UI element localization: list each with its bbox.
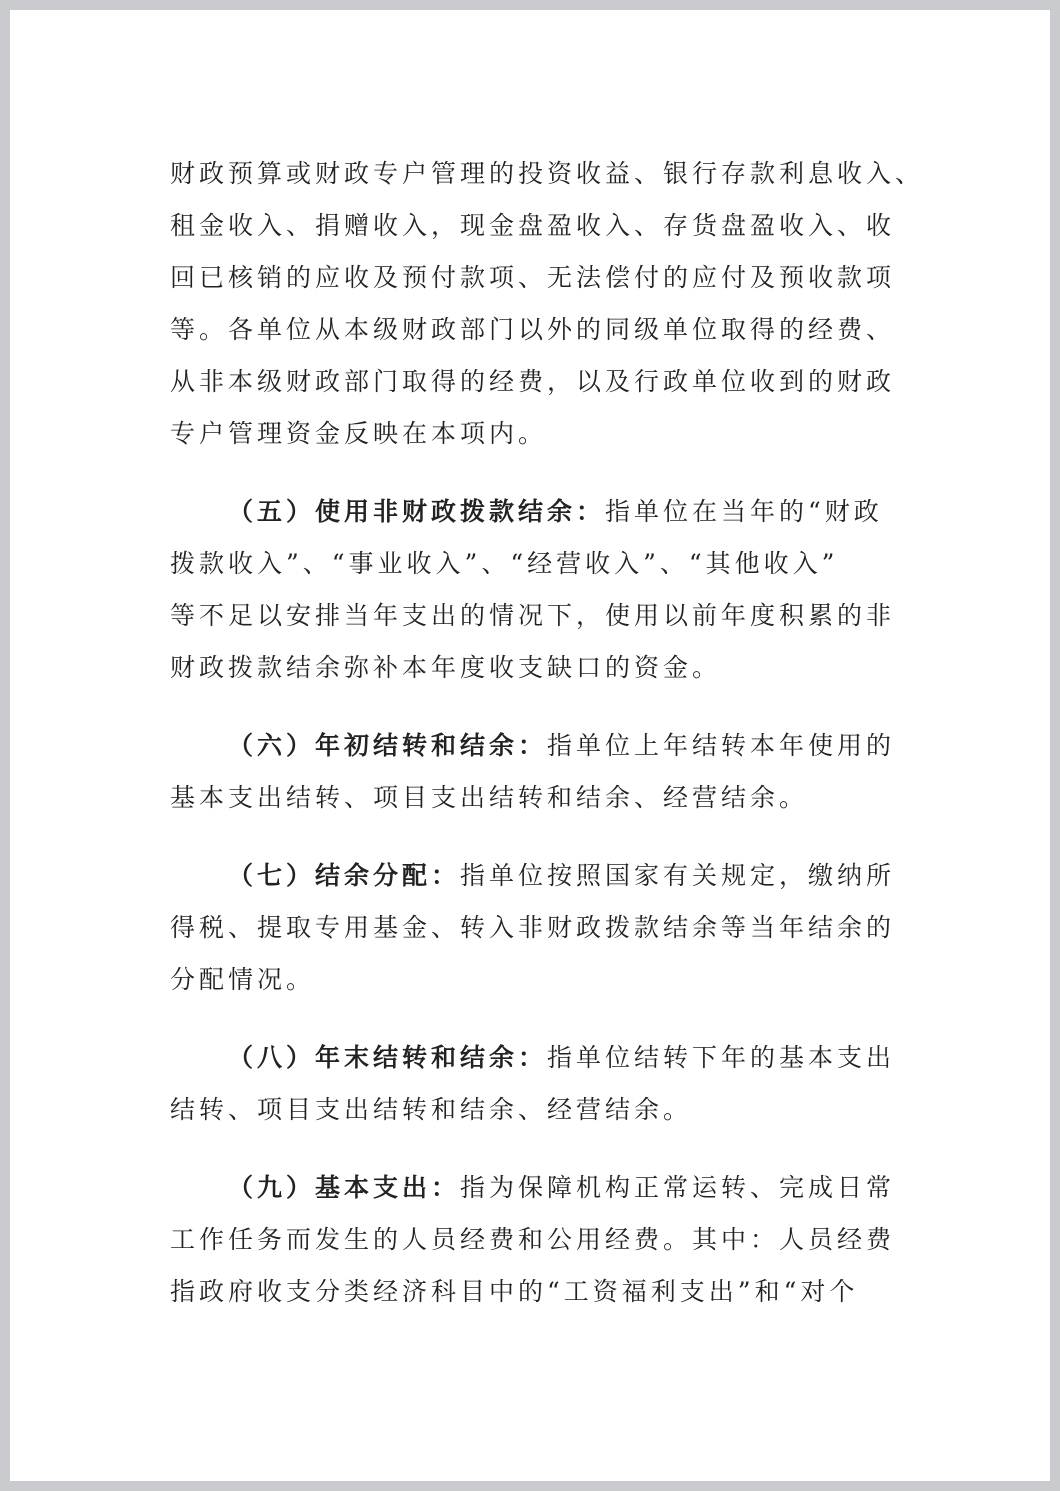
text-line: 租金收入、捐赠收入，现金盘盈收入、存货盘盈收入、收 [170,211,896,240]
text-line: 得税、提取专用基金、转入非财政拨款结余等当年结余的 [170,913,896,942]
text-line: 专户管理资金反映在本项内。 [170,419,548,448]
section-heading: （九）基本支出： [228,1173,461,1202]
section-heading: （八）年末结转和结余： [228,1043,548,1072]
text-line [170,1032,930,1084]
text-line [170,1162,930,1214]
text-run: 指单位结转下年的基本支出 [547,1043,896,1072]
text-run: 指单位按照国家有关规定，缴纳所 [460,861,896,890]
paragraph-section-8 [170,1032,930,1136]
section-heading: （六）年初结转和结余： [228,731,548,760]
text-line [170,720,930,772]
text-line: 结转、项目支出结转和结余、经营结余。 [170,1095,693,1124]
text-line: 指政府收支分类经济科目中的“工资福利支出”和“对个 [170,1277,859,1306]
text-line [170,850,930,902]
text-line: 基本支出结转、项目支出结转和结余、经营结余。 [170,783,809,812]
text-line: 拨款收入”、“事业收入”、“经营收入”、“其他收入” [170,549,839,578]
document-body [170,148,930,1318]
text-run: 指为保障机构正常运转、完成日常 [460,1173,896,1202]
paragraph-section-9 [170,1162,930,1318]
text-line [170,486,930,538]
text-line: 从非本级财政部门取得的经费，以及行政单位收到的财政 [170,367,896,396]
document-page [10,10,1050,1481]
text-line: 等不足以安排当年支出的情况下，使用以前年度积累的非 [170,601,896,630]
text-line: 财政预算或财政专户管理的投资收益、银行存款利息收入、 [170,159,925,188]
paragraph-other-income-description [170,148,930,460]
text-line: 分配情况。 [170,965,316,994]
text-run: 指单位上年结转本年使用的 [547,731,896,760]
section-heading: （七）结余分配： [228,861,461,890]
paragraph-section-5 [170,486,930,694]
text-line: 财政拨款结余弥补本年度收支缺口的资金。 [170,653,722,682]
text-line: 等。各单位从本级财政部门以外的同级单位取得的经费、 [170,315,896,344]
section-heading: （五）使用非财政拨款结余： [228,497,606,526]
text-line: 工作任务而发生的人员经费和公用经费。其中：人员经费 [170,1225,896,1254]
paragraph-section-7 [170,850,930,1006]
text-line: 回已核销的应收及预付款项、无法偿付的应付及预收款项 [170,263,896,292]
text-run: 指单位在当年的“财政 [605,497,883,526]
paragraph-section-6 [170,720,930,824]
